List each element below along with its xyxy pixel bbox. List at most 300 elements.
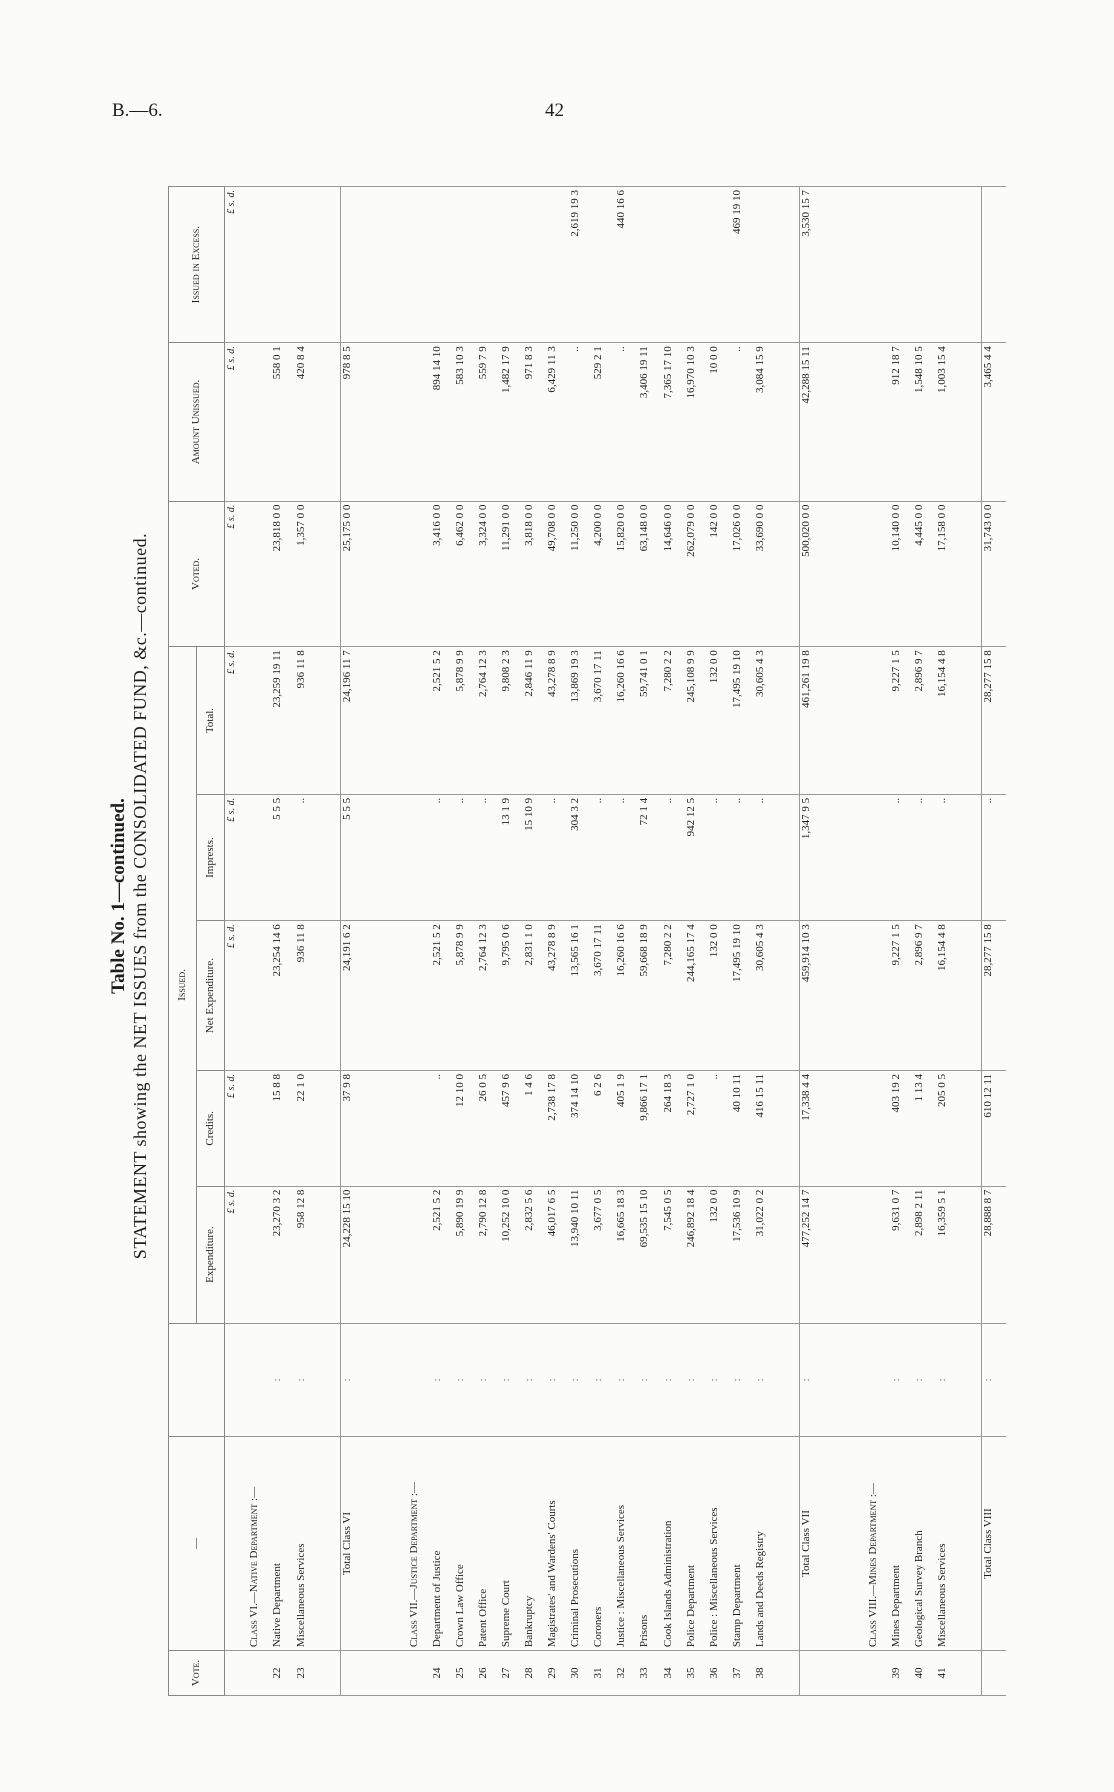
leader-dots: : (890, 1323, 913, 1436)
table-row (454, 187, 477, 1696)
empty-cell (823, 1071, 845, 1187)
leader-dots: : (936, 1323, 959, 1436)
amount-unis: 1,548 10 5 (913, 343, 936, 501)
amount-cred: 2,727 1 0 (685, 1071, 708, 1187)
empty-cell (248, 1071, 271, 1187)
empty-cell (845, 187, 867, 343)
empty-cell (408, 501, 431, 647)
amount-cred: 6 2 6 (592, 1071, 615, 1187)
amount-imp: 304 3 2 (569, 794, 592, 920)
vote-name: Justice : Miscellaneous Services (615, 1437, 638, 1651)
vote-name: Miscellaneous Services (936, 1437, 959, 1651)
total-unis: 3,465 4 4 (982, 343, 1006, 501)
total-exc (340, 187, 364, 343)
vote-cell (225, 1651, 249, 1696)
amount-cred: 416 15 11 (754, 1071, 777, 1187)
empty-cell (386, 1186, 408, 1323)
spacer-row (777, 187, 800, 1696)
leader-dots: : (754, 1323, 777, 1436)
empty-cell (408, 921, 431, 1071)
amount-voted: 10,140 0 0 (890, 501, 913, 647)
amount-unis: 3,406 19 11 (638, 343, 661, 501)
vote-name: Magistrates' and Wardens' Courts (546, 1437, 569, 1651)
empty-cell (823, 187, 845, 343)
amount-unis: 912 18 7 (890, 343, 913, 501)
amount-exc: 2,619 19 3 (569, 187, 592, 343)
amount-imp: .. (662, 794, 685, 920)
amount-imp: .. (936, 794, 959, 920)
vote-number: 22 (271, 1651, 294, 1696)
empty-cell (364, 343, 386, 501)
empty-cell (777, 921, 800, 1071)
vote-name: Prisons (638, 1437, 661, 1651)
amount-imp: .. (477, 794, 500, 920)
amount-cred: 26 0 5 (477, 1071, 500, 1187)
total-tot: 28,277 15 8 (982, 647, 1006, 795)
leader-dots: : (295, 1323, 318, 1436)
empty-cell (845, 1437, 867, 1651)
total-cred: 610 12 11 (982, 1071, 1006, 1187)
unit-label: £ s. d. (225, 187, 249, 343)
amount-voted: 3,416 0 0 (431, 501, 454, 647)
issues-table (168, 186, 1006, 1696)
amount-net: 9,227 1 5 (890, 921, 913, 1071)
empty-cell (959, 647, 982, 795)
empty-cell (777, 647, 800, 795)
table-row (500, 187, 523, 1696)
empty-cell (959, 501, 982, 647)
amount-imp: 942 12 5 (685, 794, 708, 920)
empty-cell (777, 1186, 800, 1323)
unissued-header: Amount Unissued. (169, 343, 225, 501)
spacer-row (845, 187, 867, 1696)
empty-cell (408, 794, 431, 920)
statement-title: STATEMENT showing the NET ISSUES from the CONSOLIDATED FUND, &c.—continued. (130, 532, 150, 1260)
vote-name: Department of Justice (431, 1437, 454, 1651)
vote-number: 26 (477, 1651, 500, 1696)
empty-cell (845, 1071, 867, 1187)
empty-cell (364, 1437, 386, 1651)
table-row (431, 187, 454, 1696)
amount-cred: 374 14 10 (569, 1071, 592, 1187)
empty-cell (364, 1651, 386, 1696)
amount-net: 30,605 4 3 (754, 921, 777, 1071)
total-cred: 37 9 8 (340, 1071, 364, 1187)
leader-dots: : (982, 1323, 1006, 1436)
amount-cred: 1 4 6 (523, 1071, 546, 1187)
amount-tot: 3,670 17 11 (592, 647, 615, 795)
empty-cell (318, 794, 341, 920)
vote-number: 40 (913, 1651, 936, 1696)
leader-dots: : (500, 1323, 523, 1436)
amount-voted: 33,690 0 0 (754, 501, 777, 647)
page-number: 42 (545, 100, 564, 121)
table-row (685, 187, 708, 1696)
amount-voted: 49,708 0 0 (546, 501, 569, 647)
amount-net: 2,896 9 7 (913, 921, 936, 1071)
amount-cred: 40 10 11 (731, 1071, 754, 1187)
vote-cell (982, 1651, 1006, 1696)
empty-cell (318, 501, 341, 647)
amount-voted: 142 0 0 (708, 501, 731, 647)
empty-cell (364, 921, 386, 1071)
amount-imp: .. (295, 794, 318, 920)
amount-exc (662, 187, 685, 343)
amount-tot: 13,869 19 3 (569, 647, 592, 795)
leader-dots: : (615, 1323, 638, 1436)
total-row (799, 187, 823, 1696)
amount-voted: 262,079 0 0 (685, 501, 708, 647)
vote-name: Mines Department (890, 1437, 913, 1651)
vote-name: Criminal Prosecutions (569, 1437, 592, 1651)
amount-net: 2,831 1 0 (523, 921, 546, 1071)
total-imp: .. (982, 794, 1006, 920)
spacer-row (386, 187, 408, 1696)
vote-number: 36 (708, 1651, 731, 1696)
empty-cell (248, 343, 271, 501)
class-heading-row (867, 187, 890, 1696)
amount-voted: 14,646 0 0 (662, 501, 685, 647)
empty-cell (959, 343, 982, 501)
empty-cell (777, 794, 800, 920)
amount-net: 9,795 0 6 (500, 921, 523, 1071)
vote-number: 23 (295, 1651, 318, 1696)
empty-cell (867, 794, 890, 920)
amount-exp: 3,677 0 5 (592, 1186, 615, 1323)
table-row (913, 187, 936, 1696)
empty-cell (777, 343, 800, 501)
amount-unis: 558 0 1 (271, 343, 294, 501)
total-unis: 978 8 5 (340, 343, 364, 501)
empty-cell (959, 794, 982, 920)
empty-cell (318, 647, 341, 795)
spacer-row (364, 187, 386, 1696)
issued-header: Issued. (169, 647, 197, 1323)
empty-cell (845, 501, 867, 647)
empty-cell (248, 187, 271, 343)
leader-dots: : (431, 1323, 454, 1436)
empty-cell (823, 1186, 845, 1323)
amount-cred: 403 19 2 (890, 1071, 913, 1187)
vote-name: Cook Islands Administration (662, 1437, 685, 1651)
amount-imp: 72 1 4 (638, 794, 661, 920)
amount-tot: 23,259 19 11 (271, 647, 294, 795)
table-body (225, 187, 1007, 1696)
leader-dots: : (271, 1323, 294, 1436)
blank-header (169, 1323, 225, 1436)
empty-cell (959, 1651, 982, 1696)
leader-dots: : (546, 1323, 569, 1436)
empty-cell (364, 501, 386, 647)
empty-cell (318, 1186, 341, 1323)
table-row (615, 187, 638, 1696)
amount-cred: 264 18 3 (662, 1071, 685, 1187)
table-row (592, 187, 615, 1696)
amount-exp: 17,536 10 9 (731, 1186, 754, 1323)
amount-net: 3,670 17 11 (592, 921, 615, 1071)
amount-imp: .. (913, 794, 936, 920)
vote-number: 34 (662, 1651, 685, 1696)
empty-cell (364, 1186, 386, 1323)
amount-exp: 46,017 6 5 (546, 1186, 569, 1323)
amount-unis: 7,365 17 10 (662, 343, 685, 501)
amount-imp: .. (615, 794, 638, 920)
amount-exp: 69,535 15 10 (638, 1186, 661, 1323)
empty-cell (386, 1437, 408, 1651)
amount-net: 17,495 19 10 (731, 921, 754, 1071)
empty-cell (959, 1186, 982, 1323)
vote-number: 32 (615, 1651, 638, 1696)
class-heading-row (248, 187, 271, 1696)
vote-name: Patent Office (477, 1437, 500, 1651)
amount-tot: 2,764 12 3 (477, 647, 500, 795)
amount-exc (936, 187, 959, 343)
leader-dots: : (569, 1323, 592, 1436)
vote-number: 35 (685, 1651, 708, 1696)
empty-cell (959, 187, 982, 343)
total-exp: 24,228 15 10 (340, 1186, 364, 1323)
amount-voted: 6,462 0 0 (454, 501, 477, 647)
vote-name: Stamp Department (731, 1437, 754, 1651)
total-imp: 5 5 5 (340, 794, 364, 920)
table-row (731, 187, 754, 1696)
vote-name: Coroners (592, 1437, 615, 1651)
amount-imp: .. (592, 794, 615, 920)
vote-name: Geological Survey Branch (913, 1437, 936, 1651)
table-row (569, 187, 592, 1696)
vote-number: 33 (638, 1651, 661, 1696)
empty-cell (386, 187, 408, 343)
empty-cell (248, 647, 271, 795)
total-exc (982, 187, 1006, 343)
vote-name: Supreme Court (500, 1437, 523, 1651)
amount-imp: .. (708, 794, 731, 920)
vote-number: 38 (754, 1651, 777, 1696)
amount-cred: 1 13 4 (913, 1071, 936, 1187)
amount-exp: 10,252 10 0 (500, 1186, 523, 1323)
leader-dots: : (592, 1323, 615, 1436)
total-voted: 500,020 0 0 (799, 501, 823, 647)
amount-unis: .. (731, 343, 754, 501)
amount-imp: .. (431, 794, 454, 920)
empty-cell (386, 501, 408, 647)
amount-unis: 559 7 9 (477, 343, 500, 501)
leader-dots: : (638, 1323, 661, 1436)
empty-cell (777, 187, 800, 343)
empty-cell (386, 921, 408, 1071)
empty-cell (867, 647, 890, 795)
amount-exp: 31,022 0 2 (754, 1186, 777, 1323)
total-tot: 24,196 11 7 (340, 647, 364, 795)
empty-cell (408, 187, 431, 343)
amount-tot: 9,227 1 5 (890, 647, 913, 795)
total-net: 28,277 15 8 (982, 921, 1006, 1071)
amount-imp: 5 5 5 (271, 794, 294, 920)
amount-unis: .. (569, 343, 592, 501)
spacer-row (318, 187, 341, 1696)
empty-cell (867, 501, 890, 647)
empty-cell (408, 1071, 431, 1187)
amount-unis: 583 10 3 (454, 343, 477, 501)
total-row (340, 187, 364, 1696)
empty-cell (318, 1323, 341, 1436)
imprests-header: Imprests. (197, 794, 225, 920)
empty-cell (845, 794, 867, 920)
leader-dots: : (685, 1323, 708, 1436)
units-row (225, 187, 249, 1696)
amount-voted: 17,026 0 0 (731, 501, 754, 647)
vote-name: Bankruptcy (523, 1437, 546, 1651)
empty-cell (867, 187, 890, 343)
total-label: Total Class VIII (982, 1437, 1006, 1651)
vote-number: 31 (592, 1651, 615, 1696)
empty-cell (386, 647, 408, 795)
empty-cell (823, 794, 845, 920)
vote-name: Native Department (271, 1437, 294, 1651)
amount-exc (638, 187, 661, 343)
amount-exp: 132 0 0 (708, 1186, 731, 1323)
amount-exp: 2,521 5 2 (431, 1186, 454, 1323)
amount-exp: 13,940 10 11 (569, 1186, 592, 1323)
vote-number: 27 (500, 1651, 523, 1696)
amount-net: 23,254 14 6 (271, 921, 294, 1071)
table-row (523, 187, 546, 1696)
empty-cell (408, 1323, 431, 1436)
amount-exp: 16,665 18 3 (615, 1186, 638, 1323)
empty-cell (248, 921, 271, 1071)
vote-number: 30 (569, 1651, 592, 1696)
table-row (271, 187, 294, 1696)
amount-unis: 10 0 0 (708, 343, 731, 501)
empty-cell (364, 1071, 386, 1187)
amount-exc (431, 187, 454, 343)
empty-cell (845, 343, 867, 501)
amount-voted: 17,158 0 0 (936, 501, 959, 647)
amount-unis: 1,482 17 9 (500, 343, 523, 501)
table-row (662, 187, 685, 1696)
amount-exc (295, 187, 318, 343)
empty-cell (867, 1186, 890, 1323)
amount-exc: 469 19 10 (731, 187, 754, 343)
leader-dots: : (477, 1323, 500, 1436)
table-row (936, 187, 959, 1696)
amount-exp: 23,270 3 2 (271, 1186, 294, 1323)
empty-cell (867, 343, 890, 501)
empty-cell (823, 1323, 845, 1436)
empty-cell (318, 1651, 341, 1696)
vote-number: 37 (731, 1651, 754, 1696)
empty-cell (845, 1323, 867, 1436)
empty-cell (959, 1437, 982, 1651)
amount-net: 13,565 16 1 (569, 921, 592, 1071)
vote-name: Lands and Deeds Registry (754, 1437, 777, 1651)
total-label: Total Class VII (799, 1437, 823, 1651)
amount-net: 43,278 8 9 (546, 921, 569, 1071)
amount-tot: 7,280 2 2 (662, 647, 685, 795)
amount-voted: 15,820 0 0 (615, 501, 638, 647)
amount-exp: 9,631 0 7 (890, 1186, 913, 1323)
amount-net: 59,668 18 9 (638, 921, 661, 1071)
table-row (754, 187, 777, 1696)
amount-voted: 4,200 0 0 (592, 501, 615, 647)
leader-dots: : (523, 1323, 546, 1436)
amount-cred: 205 0 5 (936, 1071, 959, 1187)
amount-net: 244,165 17 4 (685, 921, 708, 1071)
amount-tot: 2,846 11 9 (523, 647, 546, 795)
empty-cell (386, 1071, 408, 1187)
empty-cell (867, 921, 890, 1071)
leader-dots: : (913, 1323, 936, 1436)
empty-cell (364, 794, 386, 920)
empty-cell (318, 343, 341, 501)
total-exp: 28,888 8 7 (982, 1186, 1006, 1323)
amount-net: 132 0 0 (708, 921, 731, 1071)
empty-cell (248, 1186, 271, 1323)
amount-tot: 16,154 4 8 (936, 647, 959, 795)
amount-cred: 457 9 6 (500, 1071, 523, 1187)
empty-cell (248, 794, 271, 920)
amount-voted: 11,291 0 0 (500, 501, 523, 647)
amount-unis: 894 14 10 (431, 343, 454, 501)
unit-label: £ s. d. (225, 647, 249, 795)
vote-cell (248, 1651, 271, 1696)
amount-exc (271, 187, 294, 343)
excess-header: Issued in Excess. (169, 187, 225, 343)
empty-cell (777, 1651, 800, 1696)
empty-cell (777, 1071, 800, 1187)
amount-tot: 17,495 19 10 (731, 647, 754, 795)
amount-exc (500, 187, 523, 343)
unit-label: £ s. d. (225, 794, 249, 920)
vote-cell (799, 1651, 823, 1696)
class-heading: Class VII.—Justice Department :— (408, 1437, 431, 1651)
amount-unis: 971 8 3 (523, 343, 546, 501)
total-tot: 461,261 19 8 (799, 647, 823, 795)
leader-dots: : (454, 1323, 477, 1436)
empty-cell (318, 921, 341, 1071)
table-row (477, 187, 500, 1696)
table-row (295, 187, 318, 1696)
expenditure-header: Expenditure. (197, 1186, 225, 1323)
empty-cell (386, 794, 408, 920)
unit-label: £ s. d. (225, 921, 249, 1071)
table-title: Table No. 1—continued. (108, 798, 129, 994)
amount-imp: 13 1 9 (500, 794, 523, 920)
leader-dots: : (731, 1323, 754, 1436)
dots-cell (225, 1323, 249, 1436)
empty-cell (845, 1186, 867, 1323)
amount-voted: 3,324 0 0 (477, 501, 500, 647)
amount-exc (890, 187, 913, 343)
amount-exc (546, 187, 569, 343)
vote-name: Police Department (685, 1437, 708, 1651)
total-row (982, 187, 1006, 1696)
amount-exc (592, 187, 615, 343)
amount-cred: 12 10 0 (454, 1071, 477, 1187)
empty-cell (777, 1323, 800, 1436)
vote-header: Vote. (169, 1651, 225, 1696)
amount-unis: 1,003 15 4 (936, 343, 959, 501)
empty-cell (845, 1651, 867, 1696)
amount-imp: .. (454, 794, 477, 920)
unit-label: £ s. d. (225, 343, 249, 501)
amount-exp: 2,790 12 8 (477, 1186, 500, 1323)
spacer-row (823, 187, 845, 1696)
amount-tot: 43,278 8 9 (546, 647, 569, 795)
amount-tot: 9,808 2 3 (500, 647, 523, 795)
leader-dots: : (708, 1323, 731, 1436)
amount-net: 16,260 16 6 (615, 921, 638, 1071)
